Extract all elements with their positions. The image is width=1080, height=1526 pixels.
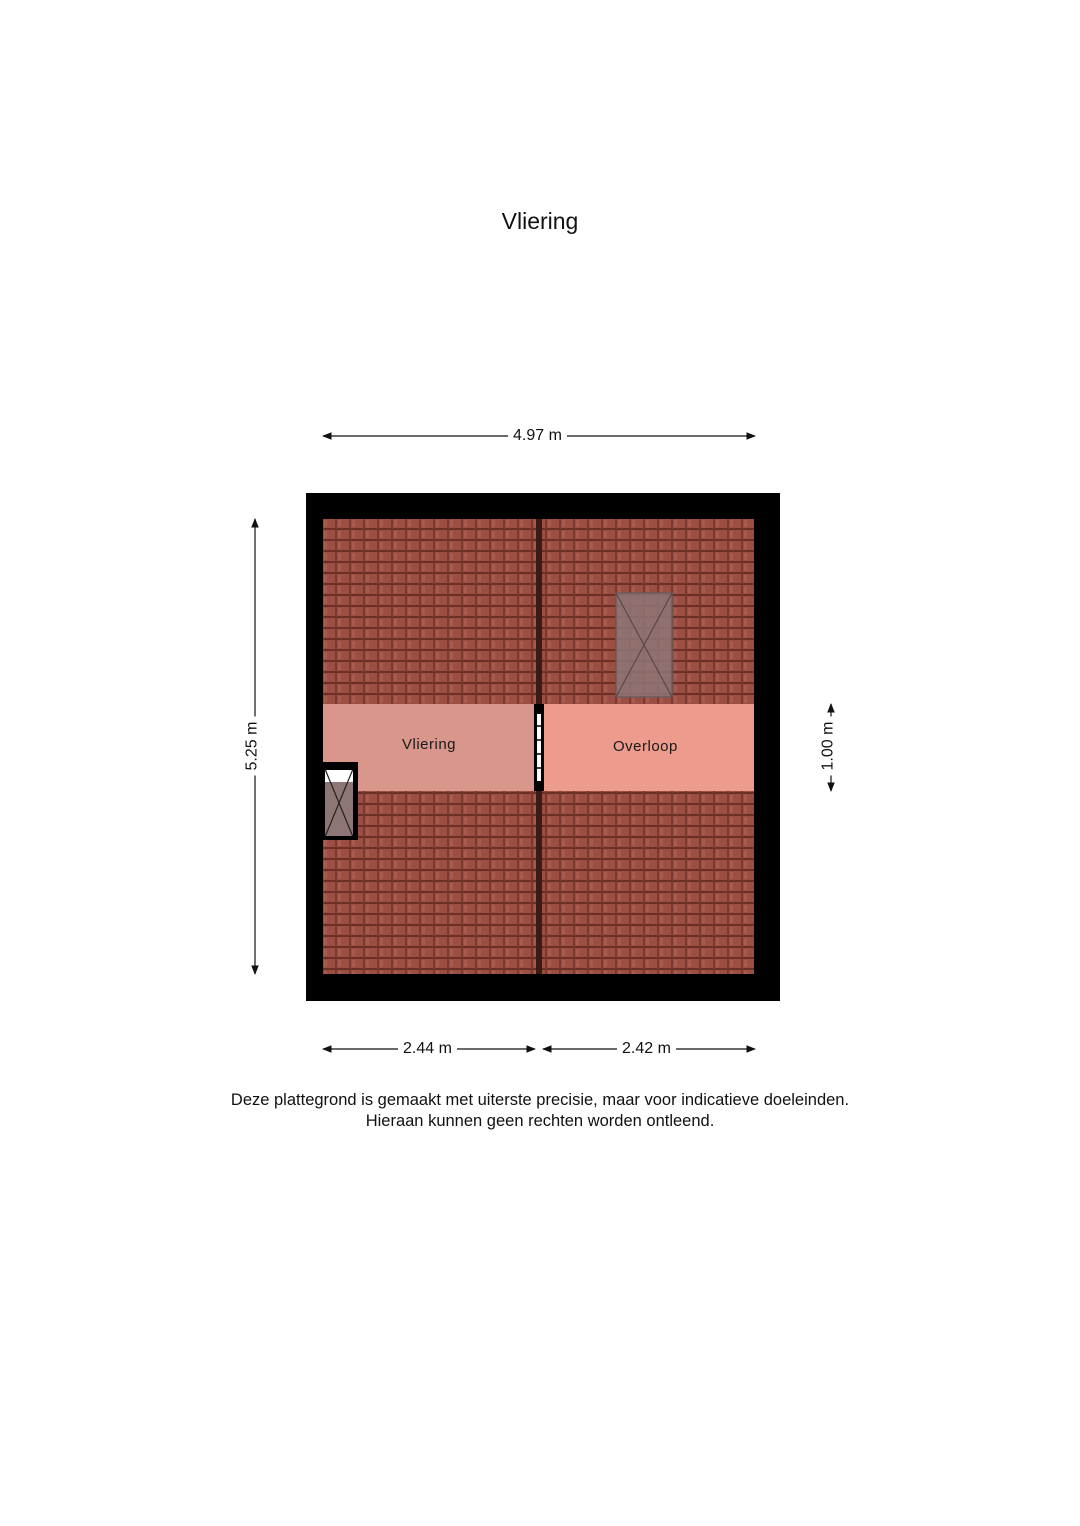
disclaimer-line-1: Deze plattegrond is gemaakt met uiterste precisie, maar voor indicatieve doeleinden.	[230, 1091, 850, 1109]
dim-strip-height: 1.00 m	[819, 717, 837, 776]
roof-bottom-right	[542, 791, 754, 974]
skylight-icon	[616, 593, 672, 697]
dim-total-width: 4.97 m	[508, 427, 567, 445]
page-title: Vliering	[501, 208, 579, 234]
roof-top-left	[323, 519, 536, 704]
dim-total-height: 5.25 m	[243, 717, 261, 776]
room-label-overloop: Overloop	[613, 738, 678, 755]
disclaimer-line-2: Hieraan kunnen geen rechten worden ontleend.	[365, 1112, 715, 1130]
room-label-vliering: Vliering	[402, 736, 457, 753]
disclaimer	[0, 1090, 1080, 1132]
door-gap	[537, 714, 541, 781]
roof-ridge-bottom	[536, 791, 542, 974]
hatch-icon	[321, 762, 358, 840]
dim-left-width: 2.44 m	[398, 1040, 457, 1058]
roof-ridge-top	[536, 519, 542, 704]
dim-right-width: 2.42 m	[617, 1040, 676, 1058]
